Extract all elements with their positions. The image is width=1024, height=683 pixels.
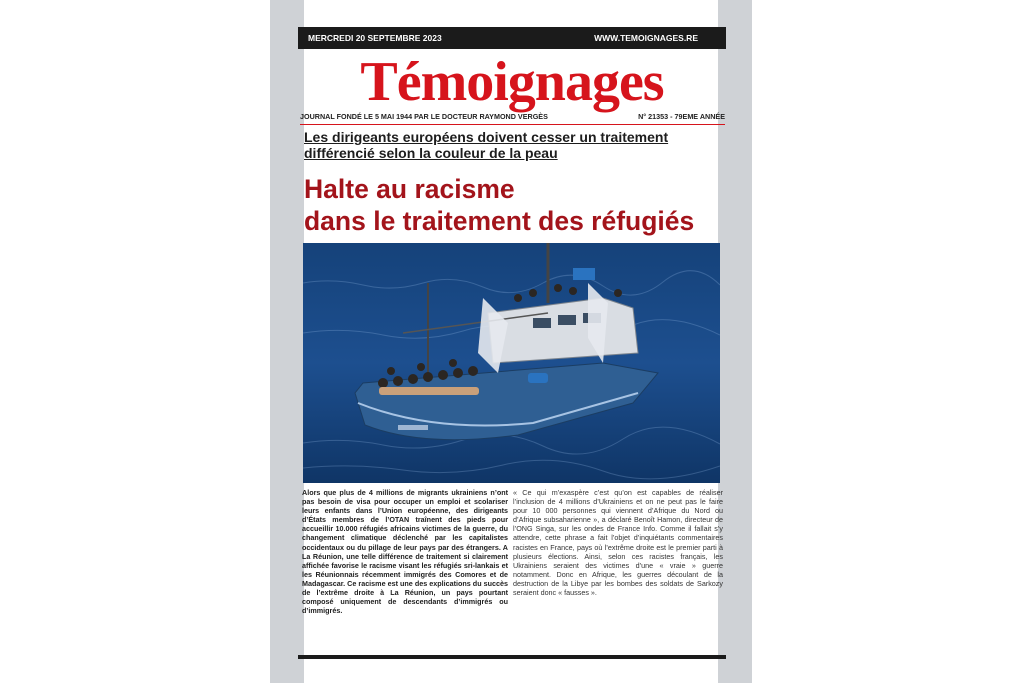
bottom-rule [298, 655, 726, 659]
article-kicker [304, 129, 704, 161]
website-link[interactable]: WWW.TEMOIGNAGES.RE [594, 33, 698, 43]
headline-line-2: dans le traitement des réfugiés [304, 206, 695, 236]
headline-line-1: Halte au racisme [304, 174, 515, 204]
top-date-bar [298, 27, 726, 49]
article-column-right: « Ce qui m’exaspère c’est qu’on est capables de réaliser l’inclusion de 4 millions d’Ukrainiens et on ne peut pas le faire pour 10 000 personnes qui viennent d’Afrique du Nord ou d’Afrique subsaharienne », a déclaré Benoît Hamon, directeur de l’ONG Singa, sur les ondes de France Info. Comme il fallait s’y attendre, cette phrase a fait l’objet d’inquiétants commentaires racistes en France, pays où l’extrême droite est le premier parti à plusieurs élections. Ainsi, selon ces racistes français, les Ukrainiens seraient des victimes d’une « vraie » guerre notamment. Donc en Afrique, les guerres découlant de la destruction de la Libye par les bombes des soldats de Sarkozy seraient donc « fausses ». [513, 488, 723, 598]
migrant-boat-photo [303, 243, 720, 483]
kicker-line-1: Les dirigeants européens doivent cesser un traitement [304, 129, 669, 145]
founded-note: JOURNAL FONDÉ LE 5 MAI 1944 PAR LE DOCTEUR RAYMOND VERGÈS [300, 112, 548, 121]
kicker-line-2: différencié selon la couleur de la peau [304, 145, 558, 161]
article-photo [303, 243, 720, 483]
article-headline [304, 173, 724, 237]
issue-date: MERCREDI 20 SEPTEMBRE 2023 [308, 33, 442, 43]
sea-background [303, 243, 720, 483]
red-divider [300, 124, 725, 125]
issue-number: N° 21353 - 79EME ANNÉE [638, 112, 725, 121]
newspaper-title: Témoignages [360, 51, 664, 113]
article-column-left: Alors que plus de 4 millions de migrants ukrainiens n’ont pas besoin de visa pour occuper un emploi et scolariser leurs enfants dans l’Union européenne, des dirigeants d’États membres de l’OTAN traînent des pieds pour accueillir 10.000 réfugiés africains victimes de la guerre, du changement climatique déclenché par les capitalistes occidentaux ou du pillage de leur pays par des étrangers. A La Réunion, une telle différence de traitement si clairement affichée favorise le racisme visant les réfugiés sri-lankais et les Réunionnais récemment immigrés des Comores et de Madagascar. Ce racisme est une des explications du succès de l’extrême droite à La Réunion, un pays pourtant composé uniquement de descendants d’immigrés ou d’immigrés. [302, 488, 508, 616]
